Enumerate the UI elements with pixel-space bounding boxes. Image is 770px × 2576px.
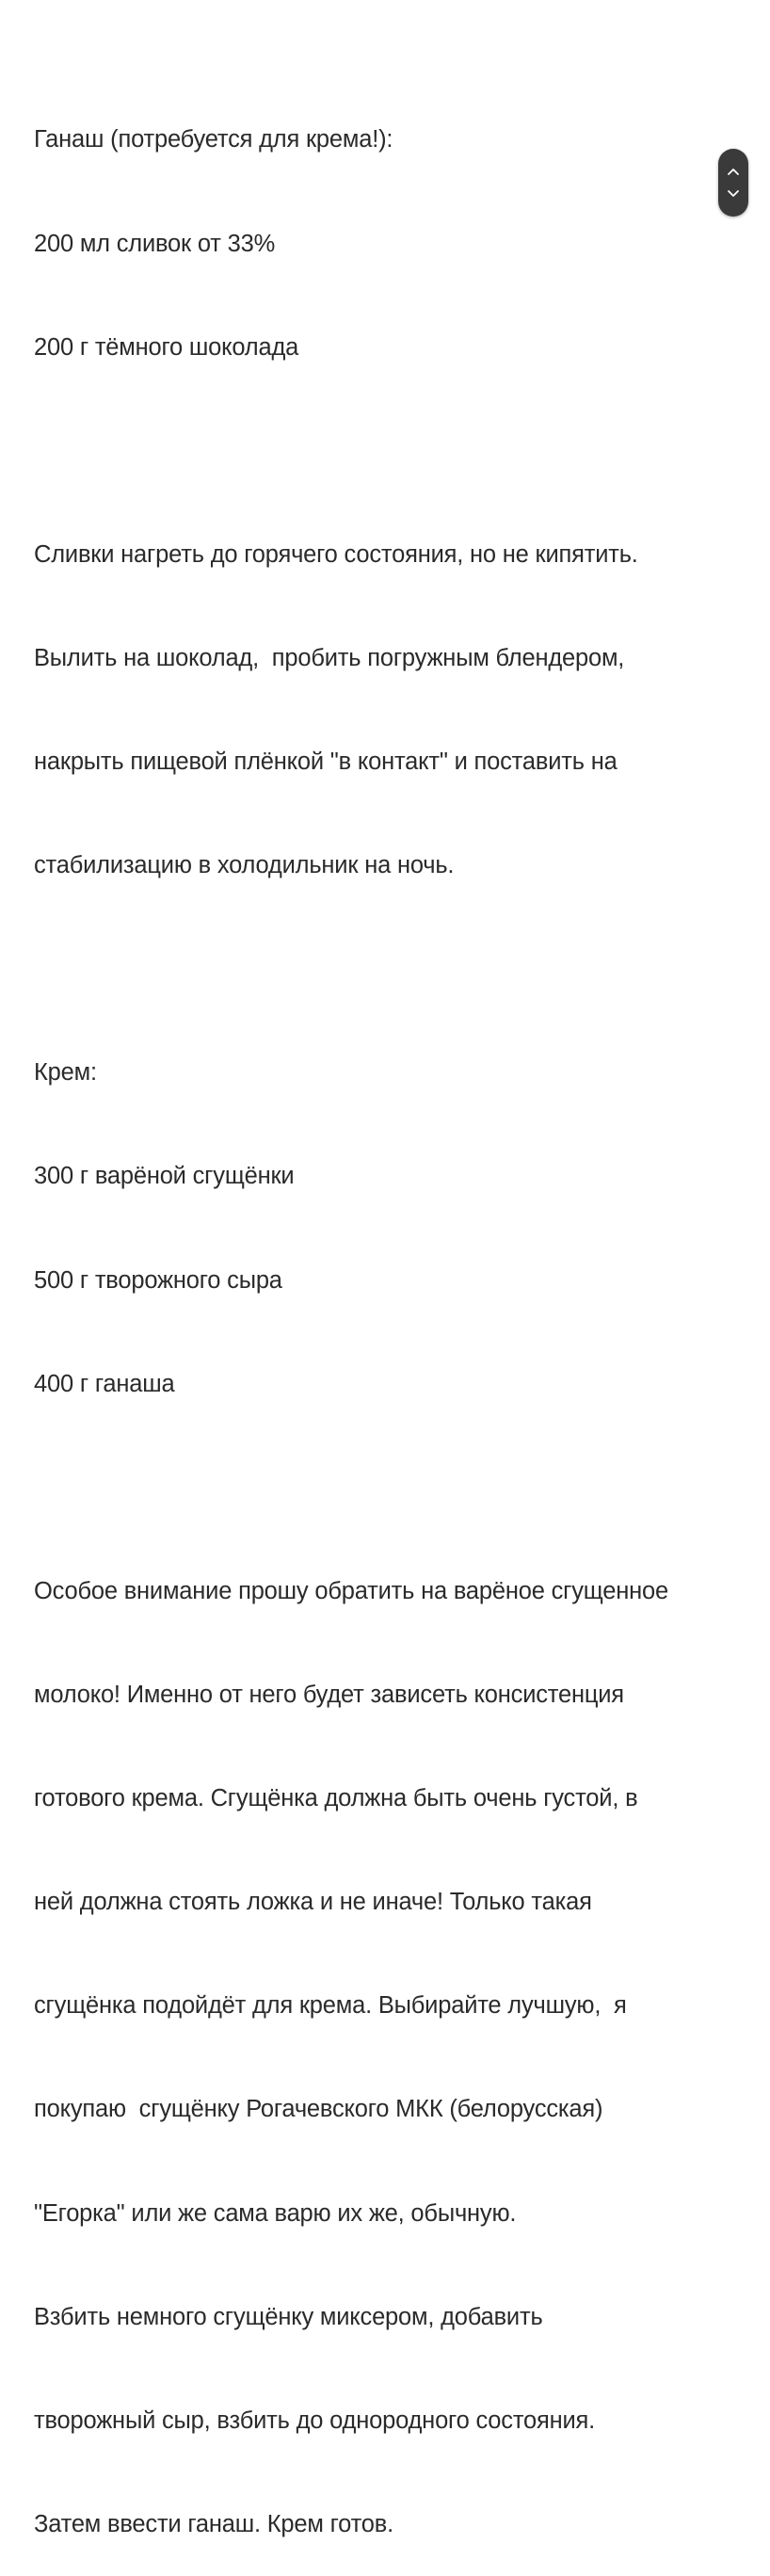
ganache-item: 200 мл сливок от 33% — [34, 230, 276, 257]
cream-instruction-line: "Егорка" или же сама варю их же, обычную. — [34, 2199, 517, 2227]
chevron-down-icon[interactable] — [726, 186, 741, 201]
ganache-instruction-line: Сливки нагреть до горячего состояния, но не кипятить. — [34, 540, 638, 568]
cream-instruction-line: ней должна стоять ложка и не иначе! Только такая — [34, 1889, 592, 1916]
ganache-instruction-line: стабилизацию в холодильник на ночь. — [34, 852, 455, 879]
note-text — [34, 54, 749, 2576]
cream-item: 300 г варёной сгущёнки — [34, 1163, 295, 1190]
chevron-up-icon[interactable] — [726, 164, 741, 179]
cream-instruction-line: Взбить немного сгущёнку миксером, добавить — [34, 2303, 543, 2330]
cream-instruction-line: сгущёнка подойдёт для крема. Выбирайте лучшую, я — [34, 1992, 627, 2020]
blank-line — [34, 434, 749, 469]
cream-instruction-line: творожный сыр, взбить до однородного состояния. — [34, 2407, 596, 2434]
cream-instruction-line: Особое внимание прошу обратить на варёное сгущенное — [34, 1577, 669, 1604]
cream-item: 400 г ганаша — [34, 1370, 175, 1397]
scroll-control[interactable] — [718, 149, 748, 217]
cream-instruction-line: молоко! Именно от него будет зависеть консистенция — [34, 1682, 624, 1708]
cream-title: Крем: — [34, 1059, 97, 1087]
cream-instruction-line: Затем ввести ганаш. Крем готов. — [34, 2510, 393, 2537]
blank-line — [34, 952, 749, 987]
ganache-title: Ганаш (потребуется для крема!): — [34, 126, 393, 153]
cream-instruction-line: готового крема. Сгущёнка должна быть очень густой, в — [34, 1785, 638, 1812]
cream-item: 500 г творожного сыра — [34, 1266, 282, 1294]
cream-instruction-line: покупаю сгущёнку Рогачевского МКК (белорусская) — [34, 2096, 603, 2123]
ganache-instruction-line: Вылить на шоколад, пробить погружным блендером, — [34, 644, 625, 671]
blank-line — [34, 1471, 749, 1505]
ganache-instruction-line: накрыть пищевой плёнкой "в контакт" и поставить на — [34, 749, 618, 776]
ganache-item: 200 г тёмного шоколада — [34, 333, 299, 361]
